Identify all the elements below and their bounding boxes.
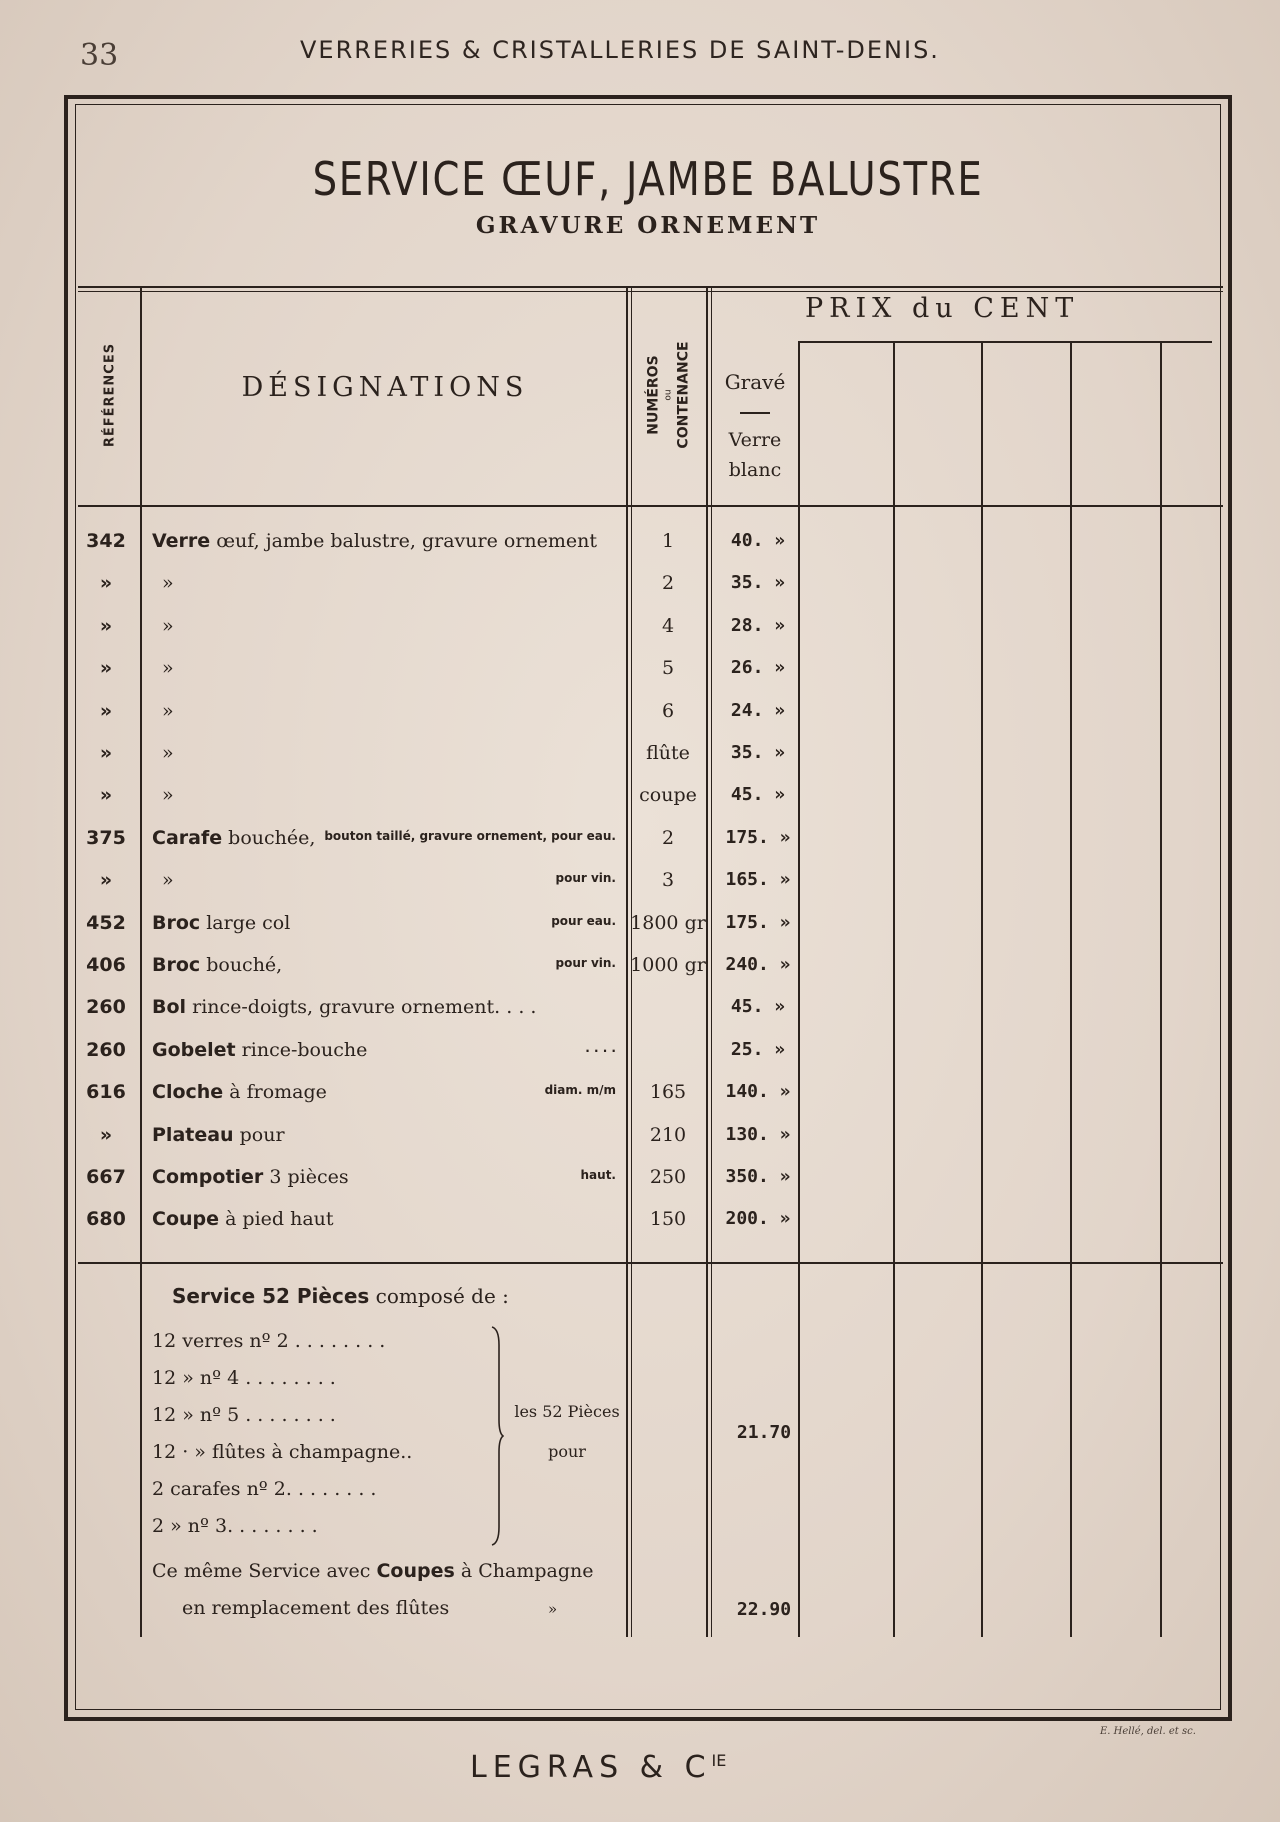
header-verre-blanc [712, 425, 798, 485]
service-brace [490, 1325, 504, 1547]
row-reference: 452 [86, 911, 126, 934]
row-price: 35. » [730, 742, 786, 763]
header-grave: Gravé [724, 370, 786, 394]
row-reference: » [99, 869, 113, 892]
row-number: 4 [661, 614, 675, 637]
service-price-flutes: 21.70 [736, 1422, 792, 1443]
engraver-credit: E. Hellé, del. et sc. [1100, 1726, 1196, 1737]
row-reference: 680 [86, 1208, 126, 1231]
row-designation [152, 869, 624, 891]
publisher-name [470, 1750, 726, 1785]
table-row [0, 564, 1280, 606]
row-item-desc: à pied haut [225, 1208, 334, 1231]
row-number: 6 [661, 699, 675, 722]
table-row [0, 1158, 1280, 1200]
header-numeros [630, 320, 708, 470]
row-item-desc: 3 pièces [269, 1166, 349, 1188]
row-item-desc: » [162, 699, 174, 722]
row-price: 26. » [730, 657, 786, 679]
service-note-pieces: les 52 Pièces [514, 1402, 620, 1421]
row-designation [152, 996, 624, 1018]
row-reference: 260 [86, 1038, 126, 1061]
row-reference: » [99, 699, 113, 722]
table-row [0, 649, 1280, 691]
row-designation [152, 1039, 624, 1061]
table-row [0, 776, 1280, 818]
service-list-item: 12 » nº 5 . . . . . . . . [152, 1404, 336, 1426]
row-number: 2 [661, 572, 675, 595]
row-item-note: pour vin. [555, 956, 616, 970]
row-price: 175. » [725, 911, 791, 933]
service-note-pour: pour [548, 1442, 586, 1461]
row-price: 24. » [730, 699, 786, 721]
row-price: 200. » [725, 1208, 791, 1230]
header-numeros-label: NUMÉROS [645, 355, 662, 435]
row-price: 28. » [730, 614, 786, 636]
row-item-name: Coupe [152, 1208, 220, 1231]
row-price: 165. » [725, 869, 791, 891]
row-reference: 616 [86, 1081, 126, 1104]
row-number: 1000 gr [630, 954, 706, 976]
row-designation [152, 657, 624, 679]
row-number: 1 [661, 530, 675, 552]
table-row [0, 522, 1280, 564]
row-item-name: Broc [152, 954, 201, 976]
row-item-name: Broc [152, 911, 201, 934]
table-row [0, 1116, 1280, 1158]
row-item-desc: bouchée, [228, 826, 316, 849]
row-item-desc: » [162, 657, 174, 680]
row-price: 40. » [730, 530, 786, 551]
table-row [0, 607, 1280, 649]
service-list-item: 12 » nº 4 . . . . . . . . [152, 1367, 336, 1389]
rule-header-top-2 [78, 291, 1223, 292]
row-item-desc: » [162, 784, 174, 807]
row-item-name: Gobelet [152, 1038, 236, 1061]
rule-body-bottom [78, 1262, 1223, 1264]
row-reference: 667 [86, 1166, 126, 1188]
row-item-desc: » [162, 572, 174, 595]
row-item-desc: pour [239, 1123, 285, 1146]
rule-header-top [78, 286, 1223, 288]
row-item-note: pour vin. [555, 871, 616, 886]
table-row [0, 904, 1280, 946]
header-ou-label: ou [663, 389, 674, 401]
service-title-rest: composé de : [375, 1284, 509, 1308]
rule-header-bottom [78, 505, 1223, 507]
header-references [85, 330, 135, 460]
header-blanc-label: blanc [728, 459, 782, 481]
service-alt-line-1 [152, 1560, 593, 1582]
row-designation [152, 700, 624, 722]
row-price: 175. » [725, 826, 791, 848]
page-number: 33 [80, 38, 119, 73]
row-reference: » [99, 657, 113, 680]
service-list-item: 2 » nº 3. . . . . . . . [152, 1515, 318, 1537]
row-price: 350. » [725, 1166, 791, 1187]
row-designation [152, 784, 624, 806]
row-number: 250 [649, 1166, 687, 1188]
row-number: 2 [661, 826, 675, 849]
service-list-item: 2 carafes nº 2. . . . . . . . [152, 1478, 377, 1500]
row-designation [152, 954, 624, 976]
table-row [0, 1073, 1280, 1115]
row-item-desc: » [162, 869, 174, 892]
running-head: VERRERIES & CRISTALLERIES DE SAINT-DENIS. [300, 36, 940, 64]
row-designation [152, 827, 624, 849]
table-row [0, 1200, 1280, 1242]
service-list-item: 12 verres nº 2 . . . . . . . . [152, 1330, 386, 1352]
row-reference: 260 [86, 996, 126, 1019]
row-price: 45. » [730, 784, 786, 806]
row-price: 35. » [730, 572, 786, 594]
header-prix: PRIX du CENT [805, 293, 1080, 324]
row-item-note: diam. m/m [544, 1083, 616, 1098]
row-price: 140. » [725, 1081, 791, 1103]
table-row [0, 692, 1280, 734]
row-designation [152, 912, 624, 934]
row-item-note: haut. [580, 1168, 616, 1182]
service-alt-line-2: en remplacement des flûtes [182, 1597, 450, 1619]
row-designation [152, 742, 624, 764]
row-designation [152, 1208, 624, 1230]
publisher-text: LEGRAS & C [470, 1750, 712, 1785]
row-price: 130. » [725, 1123, 791, 1145]
row-item-desc: œuf, jambe balustre, gravure ornement [216, 530, 598, 552]
table-row [0, 1031, 1280, 1073]
row-item-note: . . . . [585, 1040, 616, 1055]
publisher-sup: IE [711, 1751, 727, 1770]
header-verre-label: Verre [728, 429, 782, 451]
row-item-desc: bouché, [206, 954, 283, 976]
service-list-item: 12 · » flûtes à champagne.. [152, 1441, 413, 1463]
row-number: coupe [639, 784, 697, 807]
service-alt-bold: Coupes [376, 1560, 455, 1582]
row-reference: 406 [86, 954, 126, 976]
row-item-name: Bol [152, 996, 187, 1019]
row-price: 45. » [730, 996, 786, 1018]
row-number: 5 [661, 657, 675, 680]
row-item-note: bouton taillé, gravure ornement, pour eau. [324, 828, 616, 843]
row-price: 240. » [725, 954, 791, 975]
row-item-desc: à fromage [229, 1081, 327, 1104]
row-reference: » [99, 572, 113, 595]
header-designations: DÉSIGNATIONS [241, 372, 529, 403]
row-item-name: Verre [152, 530, 211, 552]
row-item-desc: rince-doigts, gravure ornement. . . . [192, 996, 537, 1019]
row-reference: » [99, 1123, 113, 1146]
row-item-name: Cloche [152, 1081, 224, 1104]
row-item-desc: large col [206, 911, 291, 934]
service-price-coupes: 22.90 [736, 1599, 792, 1620]
row-reference: » [99, 742, 113, 764]
row-number: 150 [649, 1208, 687, 1231]
header-references-label: RÉFÉRENCES [102, 342, 118, 448]
row-item-desc: » [162, 614, 174, 637]
row-designation [152, 1166, 624, 1188]
row-number: 1800 gr [630, 911, 706, 934]
header-dash [740, 412, 770, 414]
service-alt-text-b: à Champagne [460, 1560, 594, 1582]
row-price: 25. » [730, 1038, 786, 1060]
row-designation [152, 1081, 624, 1103]
table-row [0, 988, 1280, 1030]
page-title: SERVICE ŒUF, JAMBE BALUSTRE [312, 152, 984, 206]
service-alt-text-a: Ce même Service avec [152, 1560, 371, 1582]
table-row [0, 734, 1280, 776]
row-number: 165 [649, 1081, 687, 1104]
row-designation [152, 530, 624, 552]
row-number: 210 [649, 1123, 687, 1146]
row-number: 3 [661, 869, 675, 892]
rule-prix [798, 341, 1212, 343]
row-number: flûte [646, 742, 690, 764]
row-item-desc: rince-bouche [241, 1038, 368, 1061]
row-designation [152, 572, 624, 594]
service-alt-ditto: » [548, 1600, 558, 1618]
row-item-name: Carafe [152, 826, 223, 849]
table-row [0, 819, 1280, 861]
row-item-name: Plateau [152, 1123, 234, 1146]
row-designation [152, 615, 624, 637]
table-row [0, 946, 1280, 988]
header-contenance-label: CONTENANCE [675, 341, 692, 449]
row-designation [152, 1124, 624, 1146]
row-item-note: pour eau. [551, 913, 616, 928]
service-title [172, 1284, 509, 1308]
row-reference: » [99, 784, 113, 807]
row-item-desc: » [162, 742, 174, 764]
service-title-bold: Service 52 Pièces [172, 1284, 370, 1308]
row-reference: » [99, 614, 113, 637]
page-subtitle: GRAVURE ORNEMENT [475, 212, 821, 239]
row-reference: 342 [86, 530, 126, 552]
table-row [0, 861, 1280, 903]
row-reference: 375 [86, 826, 126, 849]
row-item-name: Compotier [152, 1166, 264, 1188]
